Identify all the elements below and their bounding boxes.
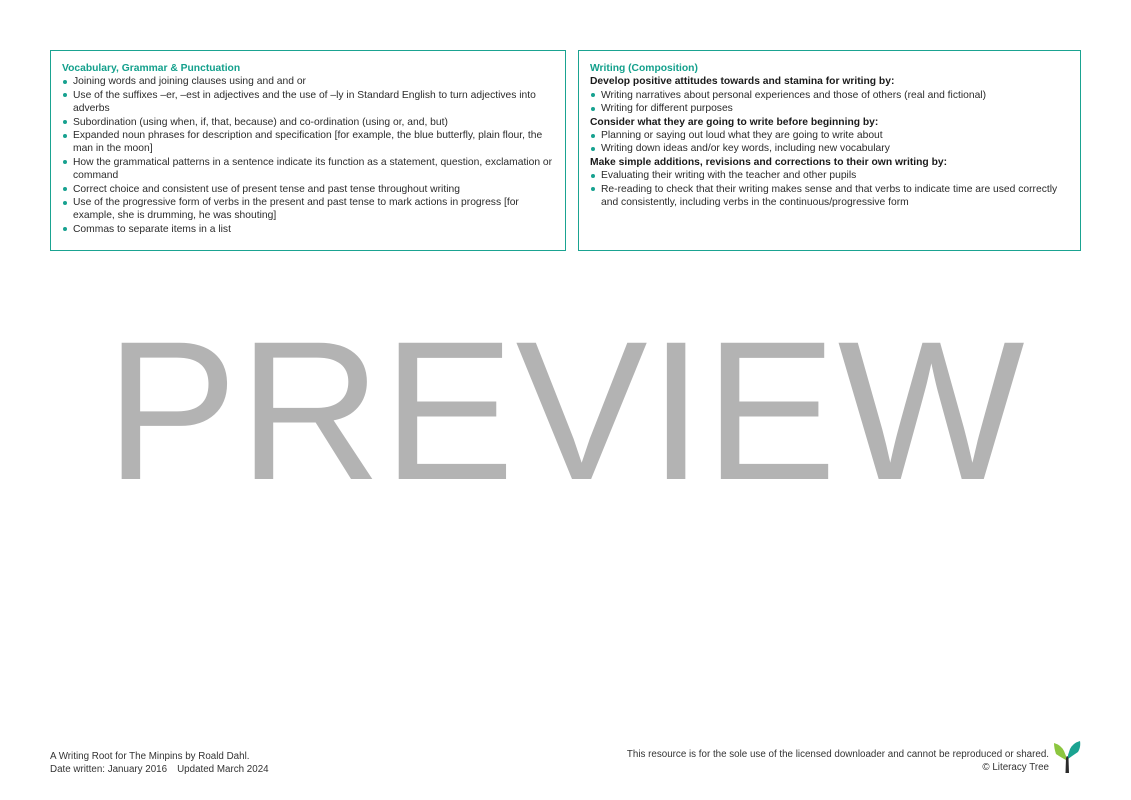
list-item: Planning or saying out loud what they are going to write about	[590, 129, 1069, 142]
list-item: Writing down ideas and/or key words, including new vocabulary	[590, 142, 1069, 155]
copyright: © Literacy Tree	[982, 761, 1049, 773]
literacy-tree-logo-icon	[1052, 740, 1082, 774]
list-item: Subordination (using when, if, that, because) and co-ordination (using or, and, but)	[62, 116, 554, 129]
list-item: Re-reading to check that their writing makes sense and that verbs to indicate time are used correctly and consistently, including verbs in the continuous/progressive form	[590, 183, 1069, 210]
writing-composition-panel	[578, 50, 1081, 251]
list-item: Use of the progressive form of verbs in the present and past tense to mark actions in progress [for example, she is drumming, he was shouting]	[62, 196, 554, 223]
date-updated: Updated March 2024	[177, 763, 269, 775]
license-notice: This resource is for the sole use of the licensed downloader and cannot be reproduced or shared.	[626, 749, 1049, 760]
writing-list	[590, 89, 1069, 116]
list-item: Writing narratives about personal experiences and those of others (real and fictional)	[590, 89, 1069, 102]
preview-watermark: PREVIEW	[105, 300, 1026, 521]
footer-notice	[627, 749, 1049, 774]
list-item: Commas to separate items in a list	[62, 223, 554, 236]
footer-dates	[50, 764, 269, 777]
list-item: Correct choice and consistent use of present tense and past tense throughout writing	[62, 183, 554, 196]
list-item: Expanded noun phrases for description and specification [for example, the blue butterfly, plain flour, the man in the moon]	[62, 129, 554, 156]
list-item: Joining words and joining clauses using and and or	[62, 75, 554, 88]
vocabulary-panel-title: Vocabulary, Grammar & Punctuation	[62, 63, 241, 74]
writing-list	[590, 169, 1069, 209]
list-item: Writing for different purposes	[590, 102, 1069, 115]
section-heading: Make simple additions, revisions and corrections to their own writing by:	[590, 156, 948, 168]
section-heading: Consider what they are going to write before beginning by:	[590, 116, 879, 128]
list-item: How the grammatical patterns in a sentence indicate its function as a statement, question, exclamation or command	[62, 156, 554, 183]
list-item: Evaluating their writing with the teacher and other pupils	[590, 169, 1069, 182]
vocabulary-list	[62, 75, 554, 236]
date-written: Date written: January 2016	[50, 763, 168, 775]
writing-panel-title: Writing (Composition)	[590, 63, 698, 74]
section-heading: Develop positive attitudes towards and stamina for writing by:	[590, 76, 895, 88]
footer-title: A Writing Root for The Minpins by Roald Dahl.	[50, 751, 250, 762]
writing-list	[590, 129, 1069, 156]
footer-info	[50, 751, 269, 776]
vocabulary-grammar-panel	[50, 50, 566, 251]
list-item: Use of the suffixes –er, –est in adjectives and the use of –ly in Standard English to turn adjectives into adverbs	[62, 89, 554, 116]
